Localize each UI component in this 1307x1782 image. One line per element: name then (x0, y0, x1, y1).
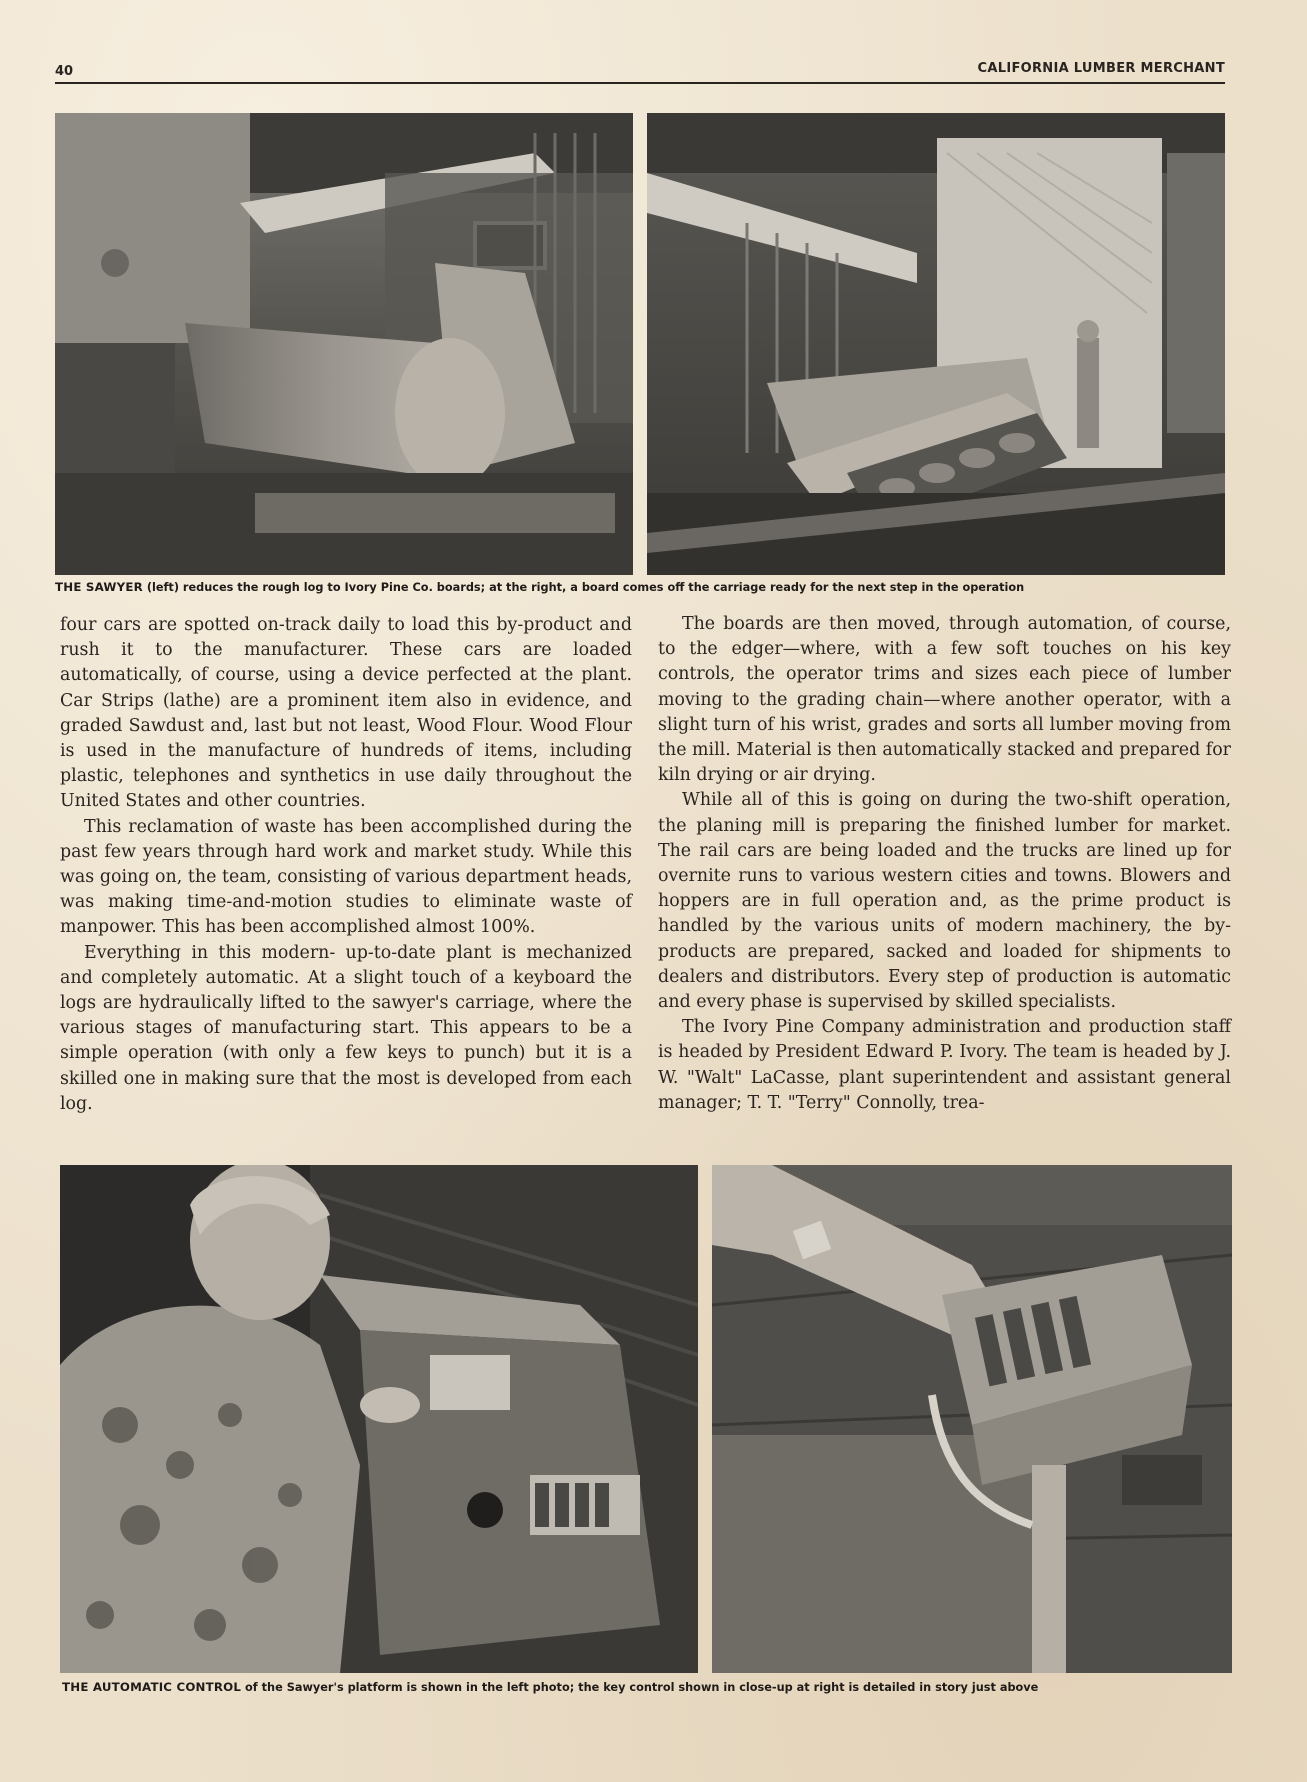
board-carriage-photo (647, 113, 1225, 575)
sawyer-log-photo (55, 113, 633, 575)
automatic-control-photo (60, 1165, 698, 1673)
bottom-photo-caption (62, 1680, 1038, 1694)
page-number: 40 (55, 64, 74, 79)
bottom-caption-lead: THE AUTOMATIC CONTROL (62, 1680, 242, 1694)
left-paragraph-2: This reclamation of waste has been accomplished during the past few years through hard work and market study. While this was going on, the team, consisting of various department heads, was making time-and-motion studies to eliminate waste of manpower. This has been accomplished almost 100%. (60, 816, 632, 938)
top-caption-lead: THE SAWYER (55, 580, 143, 594)
left-paragraph-3: Everything in this modern- up-to-date plant is mechanized and completely automatic. At a slight touch of a keyboard the logs are hydraulically lifted to the sawyer's carriage, where the various stages of manufacturing start. This appears to be a simple operation (with only a few keys to punch) but it is a skilled one in making sure that the most is developed from each log. (60, 942, 632, 1114)
right-paragraph-2: While all of this is going on during the two-shift operation, the planing mill is preparing the finished lumber for market. The rail cars are being loaded and the trucks are lined up for overnite runs to various western cities and towns. Blowers and hoppers are in full operation and, as the prime product is handled by the various units of modern machinery, the by-products are prepared, sacked and loaded for shipments to dealers and distributors. Every step of production is automatic and every phase is supervised by skilled specialists. (658, 790, 1231, 1013)
top-photo-caption (55, 580, 1024, 594)
right-paragraph-3: The Ivory Pine Company administration and production staff is headed by President Edward P. Ivory. The team is headed by J. W. "Walt" LaCasse, plant superintendent and assistant general manager; T. T. "Terry" Connolly, trea- (658, 1017, 1231, 1113)
left-text-column (60, 613, 632, 1117)
key-control-closeup-photo (712, 1165, 1232, 1673)
right-paragraph-1: The boards are then moved, through automation, of course, to the edger—where, with a few soft touches on his key controls, the operator trims and sizes each piece of lumber moving to the grading chain—where another operator, with a slight turn of his wrist, grades and sorts all lumber moving from the mill. Material is then automatically stacked and prepared for kiln drying or air drying. (658, 614, 1231, 786)
page-header (55, 60, 1225, 84)
left-paragraph-1: four cars are spotted on-track daily to load this by-product and rush it to the manufacturer. These cars are loaded automatically, of course, using a device perfected at the plant. Car Strips (lathe) are a prominent item also in evidence, and graded Sawdust and, last but not least, Wood Flour. Wood Flour is used in the manufacture of hundreds of items, including plastic, telephones and synthetics in use daily throughout the United States and other countries. (60, 615, 632, 812)
publication-title: CALIFORNIA LUMBER MERCHANT (977, 61, 1225, 76)
right-text-column (658, 612, 1231, 1116)
bottom-caption-text: of the Sawyer's platform is shown in the left photo; the key control shown in close-up at right is detailed in story just above (241, 1681, 1039, 1694)
top-caption-text: (left) reduces the rough log to Ivory Pine Co. boards; at the right, a board comes off the carriage ready for the next step in the operation (142, 581, 1025, 594)
